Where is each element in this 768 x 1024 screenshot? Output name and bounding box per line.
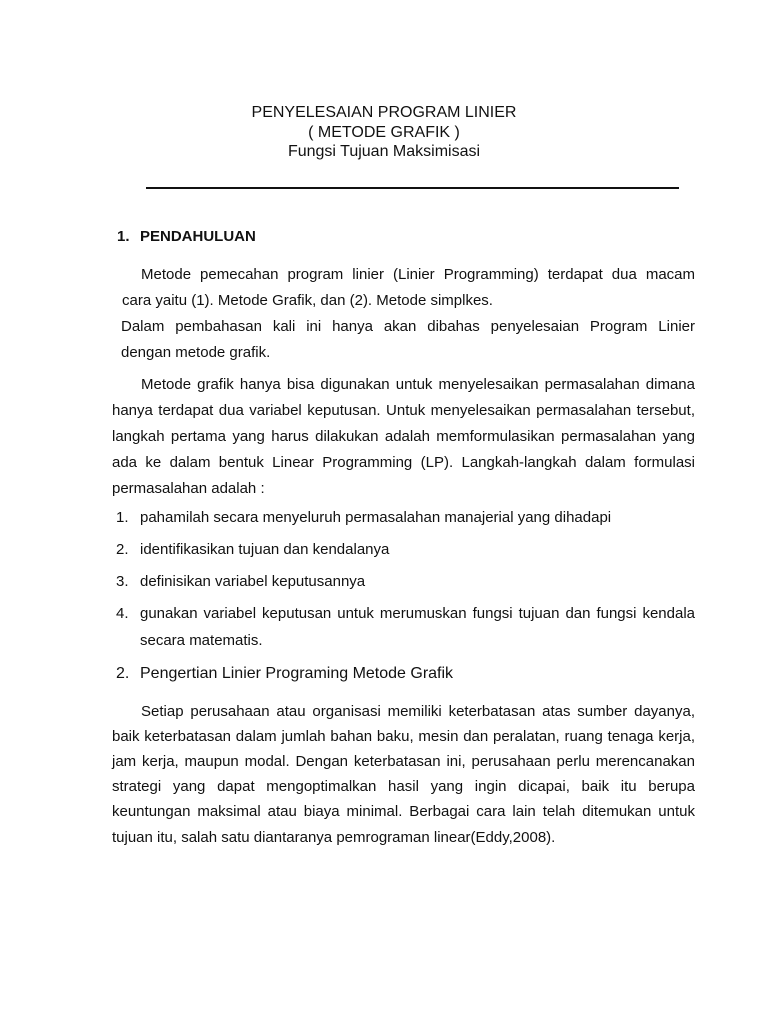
list-item: pahamilah secara menyeluruh permasalahan manajerial yang dihadapi <box>140 509 612 526</box>
list-number: 1. <box>116 509 129 526</box>
title-line-3: Fungsi Tujuan Maksimisasi <box>287 143 481 160</box>
paragraph-line: ada ke dalam bentuk Linear Programming (LP). Langkah-langkah dalam formulasi <box>112 454 695 471</box>
paragraph-line: Setiap perusahaan atau organisasi memiliki keterbatasan atas sumber dayanya, <box>141 703 695 720</box>
list-number: 3. <box>116 573 129 590</box>
list-item: identifikasikan tujuan dan kendalanya <box>140 541 390 558</box>
paragraph-line: cara yaitu (1). Metode Grafik, dan (2). Metode simplkes. <box>122 292 493 309</box>
list-item-continuation: secara matematis. <box>140 632 263 649</box>
paragraph-line: hanya terdapat dua variabel keputusan. Untuk menyelesaikan permasalahan tersebut, <box>112 402 695 419</box>
paragraph-line: jam kerja, maupun modal. Dengan keterbatasan ini, perusahaan perlu merencanakan <box>112 753 695 770</box>
paragraph-line: dengan metode grafik. <box>121 344 271 361</box>
paragraph-line: strategi yang dapat mengoptimalkan hasil yang ingin dicapai, baik itu berupa <box>112 778 695 795</box>
paragraph-line: Dalam pembahasan kali ini hanya akan dibahas penyelesaian Program Linier <box>121 318 695 335</box>
section-2-heading: Pengertian Linier Programing Metode Grafik <box>140 665 454 682</box>
paragraph-line: tujuan itu, salah satu diantaranya pemrograman linear(Eddy,2008). <box>112 829 556 846</box>
list-number: 2. <box>116 541 129 558</box>
title-line-2: ( METODE GRAFIK ) <box>308 123 460 141</box>
document-title <box>0 103 768 162</box>
paragraph-line: keuntungan maksimal atau biaya minimal. Berbagai cara lain telah ditemukan untuk <box>112 803 695 820</box>
list-number: 4. <box>116 605 129 622</box>
list-item: definisikan variabel keputusannya <box>140 573 366 590</box>
paragraph-line: Metode grafik hanya bisa digunakan untuk menyelesaikan permasalahan dimana <box>141 376 695 393</box>
section-1-heading: PENDAHULUAN <box>140 228 256 245</box>
paragraph-line: permasalahan adalah : <box>112 480 265 497</box>
title-divider <box>146 187 679 189</box>
list-item: gunakan variabel keputusan untuk merumuskan fungsi tujuan dan fungsi kendala <box>140 605 695 622</box>
paragraph-line: Metode pemecahan program linier (Linier Programming) terdapat dua macam <box>141 266 695 283</box>
paragraph-line: langkah pertama yang harus dilakukan adalah memformulasikan permasalahan yang <box>112 428 695 445</box>
title-line-1: PENYELESAIAN PROGRAM LINIER <box>251 104 517 121</box>
section-1-number: 1. <box>117 228 130 245</box>
section-2-number: 2. <box>116 665 130 682</box>
paragraph-line: baik keterbatasan dalam jumlah bahan baku, mesin dan peralatan, ruang tenaga kerja, <box>112 728 695 745</box>
